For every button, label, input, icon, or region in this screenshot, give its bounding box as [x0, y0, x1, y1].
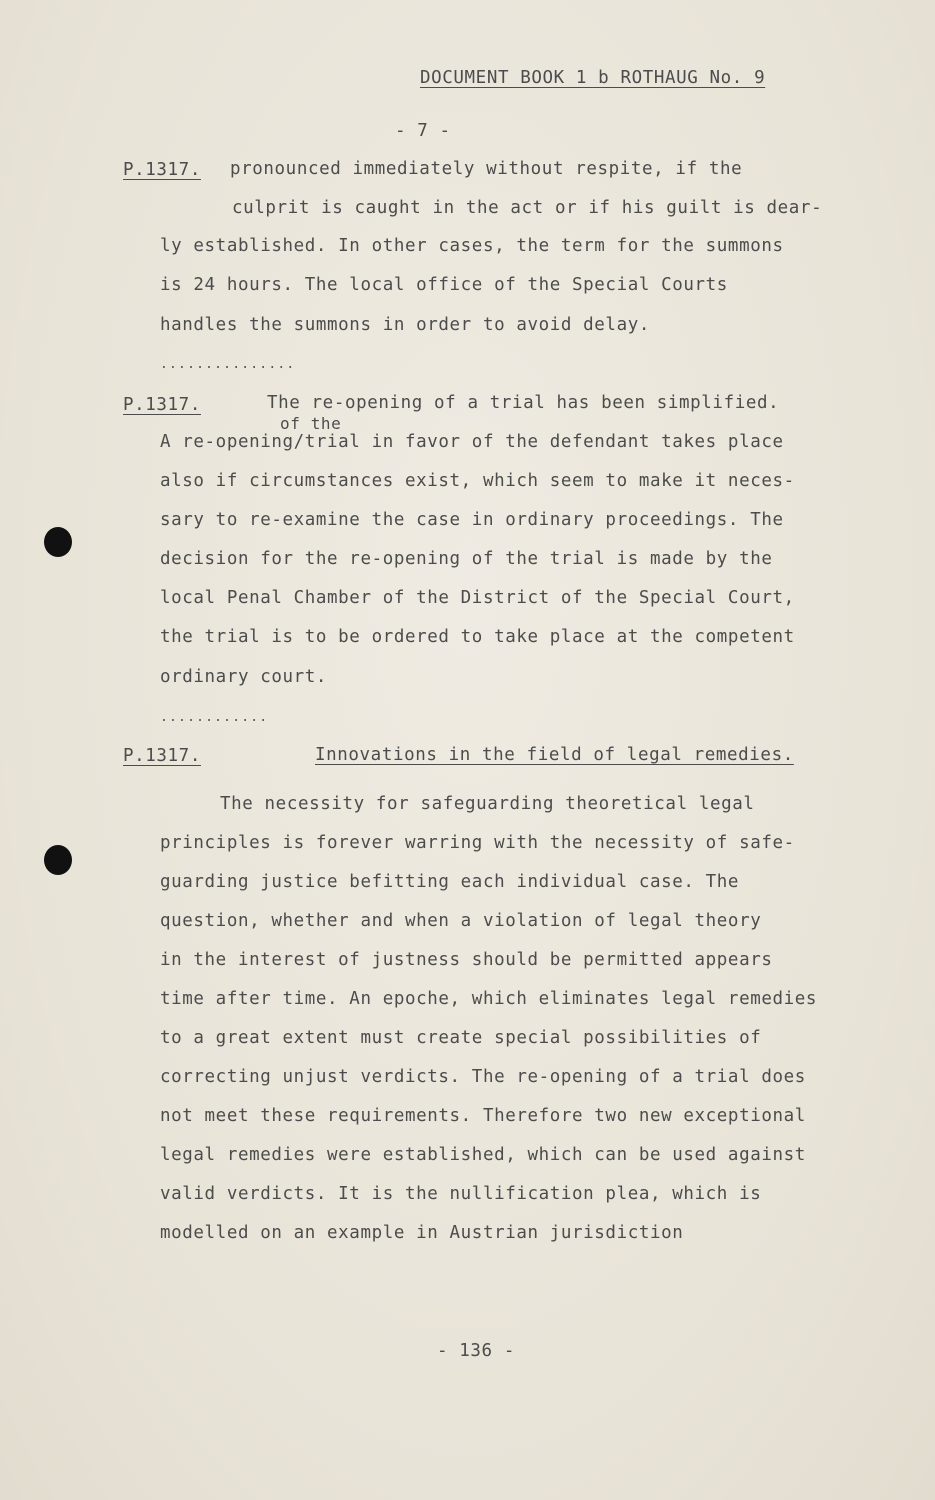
section3-line: to a great extent must create special possibilities of: [160, 1028, 762, 1048]
section3-line: guarding justice befitting each individual case. The: [160, 872, 740, 892]
document-reference: DOCUMENT BOOK 1 b ROTHAUG No. 9: [420, 68, 766, 88]
punch-hole-bottom: [44, 845, 72, 875]
section3-line: valid verdicts. It is the nullification plea, which is: [160, 1184, 762, 1204]
section1-separator: ...............: [160, 357, 296, 372]
section1-line: is 24 hours. The local office of the Special Courts: [160, 275, 728, 295]
section3-line: correcting unjust verdicts. The re-opening of a trial does: [160, 1067, 806, 1087]
section1-line: culprit is caught in the act or if his guilt is dear-: [232, 198, 823, 218]
section3-marker: P.1317.: [123, 746, 201, 766]
punch-hole-top: [44, 527, 72, 557]
section3-line: legal remedies were established, which can be used against: [160, 1145, 806, 1165]
section2-line: A re-opening/trial in favor of the defendant takes place: [160, 432, 784, 452]
section3-line: in the interest of justness should be permitted appears: [160, 950, 773, 970]
section2-marker: P.1317.: [123, 395, 201, 415]
section2-line: also if circumstances exist, which seem to make it neces-: [160, 471, 795, 491]
section2-line: decision for the re-opening of the trial is made by the: [160, 549, 773, 569]
section2-line: the trial is to be ordered to take place at the competent: [160, 627, 795, 647]
section3-line: modelled on an example in Austrian jurisdiction: [160, 1223, 684, 1243]
section3-heading: Innovations in the field of legal remedies.: [315, 745, 794, 765]
page-number-top: - 7 -: [395, 121, 451, 141]
section3-line: principles is forever warring with the necessity of safe-: [160, 833, 795, 853]
section2-separator: ............: [160, 710, 269, 725]
section1-line: handles the summons in order to avoid delay.: [160, 315, 650, 335]
section3-line: The necessity for safeguarding theoretical legal: [220, 794, 755, 814]
section3-line: time after time. An epoche, which eliminates legal remedies: [160, 989, 818, 1009]
section1-marker: P.1317.: [123, 160, 201, 180]
section2-insertion: of the: [280, 414, 342, 433]
section1-line: pronounced immediately without respite, if the: [230, 159, 743, 179]
section2-line: The re-opening of a trial has been simplified.: [267, 393, 780, 413]
page-number-bottom: - 136 -: [437, 1341, 515, 1361]
section3-line: question, whether and when a violation of legal theory: [160, 911, 762, 931]
section2-line: sary to re-examine the case in ordinary proceedings. The: [160, 510, 784, 530]
section2-line: ordinary court.: [160, 667, 328, 687]
section1-line: ly established. In other cases, the term for the summons: [160, 236, 784, 256]
section2-line: local Penal Chamber of the District of the Special Court,: [160, 588, 795, 608]
section3-line: not meet these requirements. Therefore two new exceptional: [160, 1106, 806, 1126]
